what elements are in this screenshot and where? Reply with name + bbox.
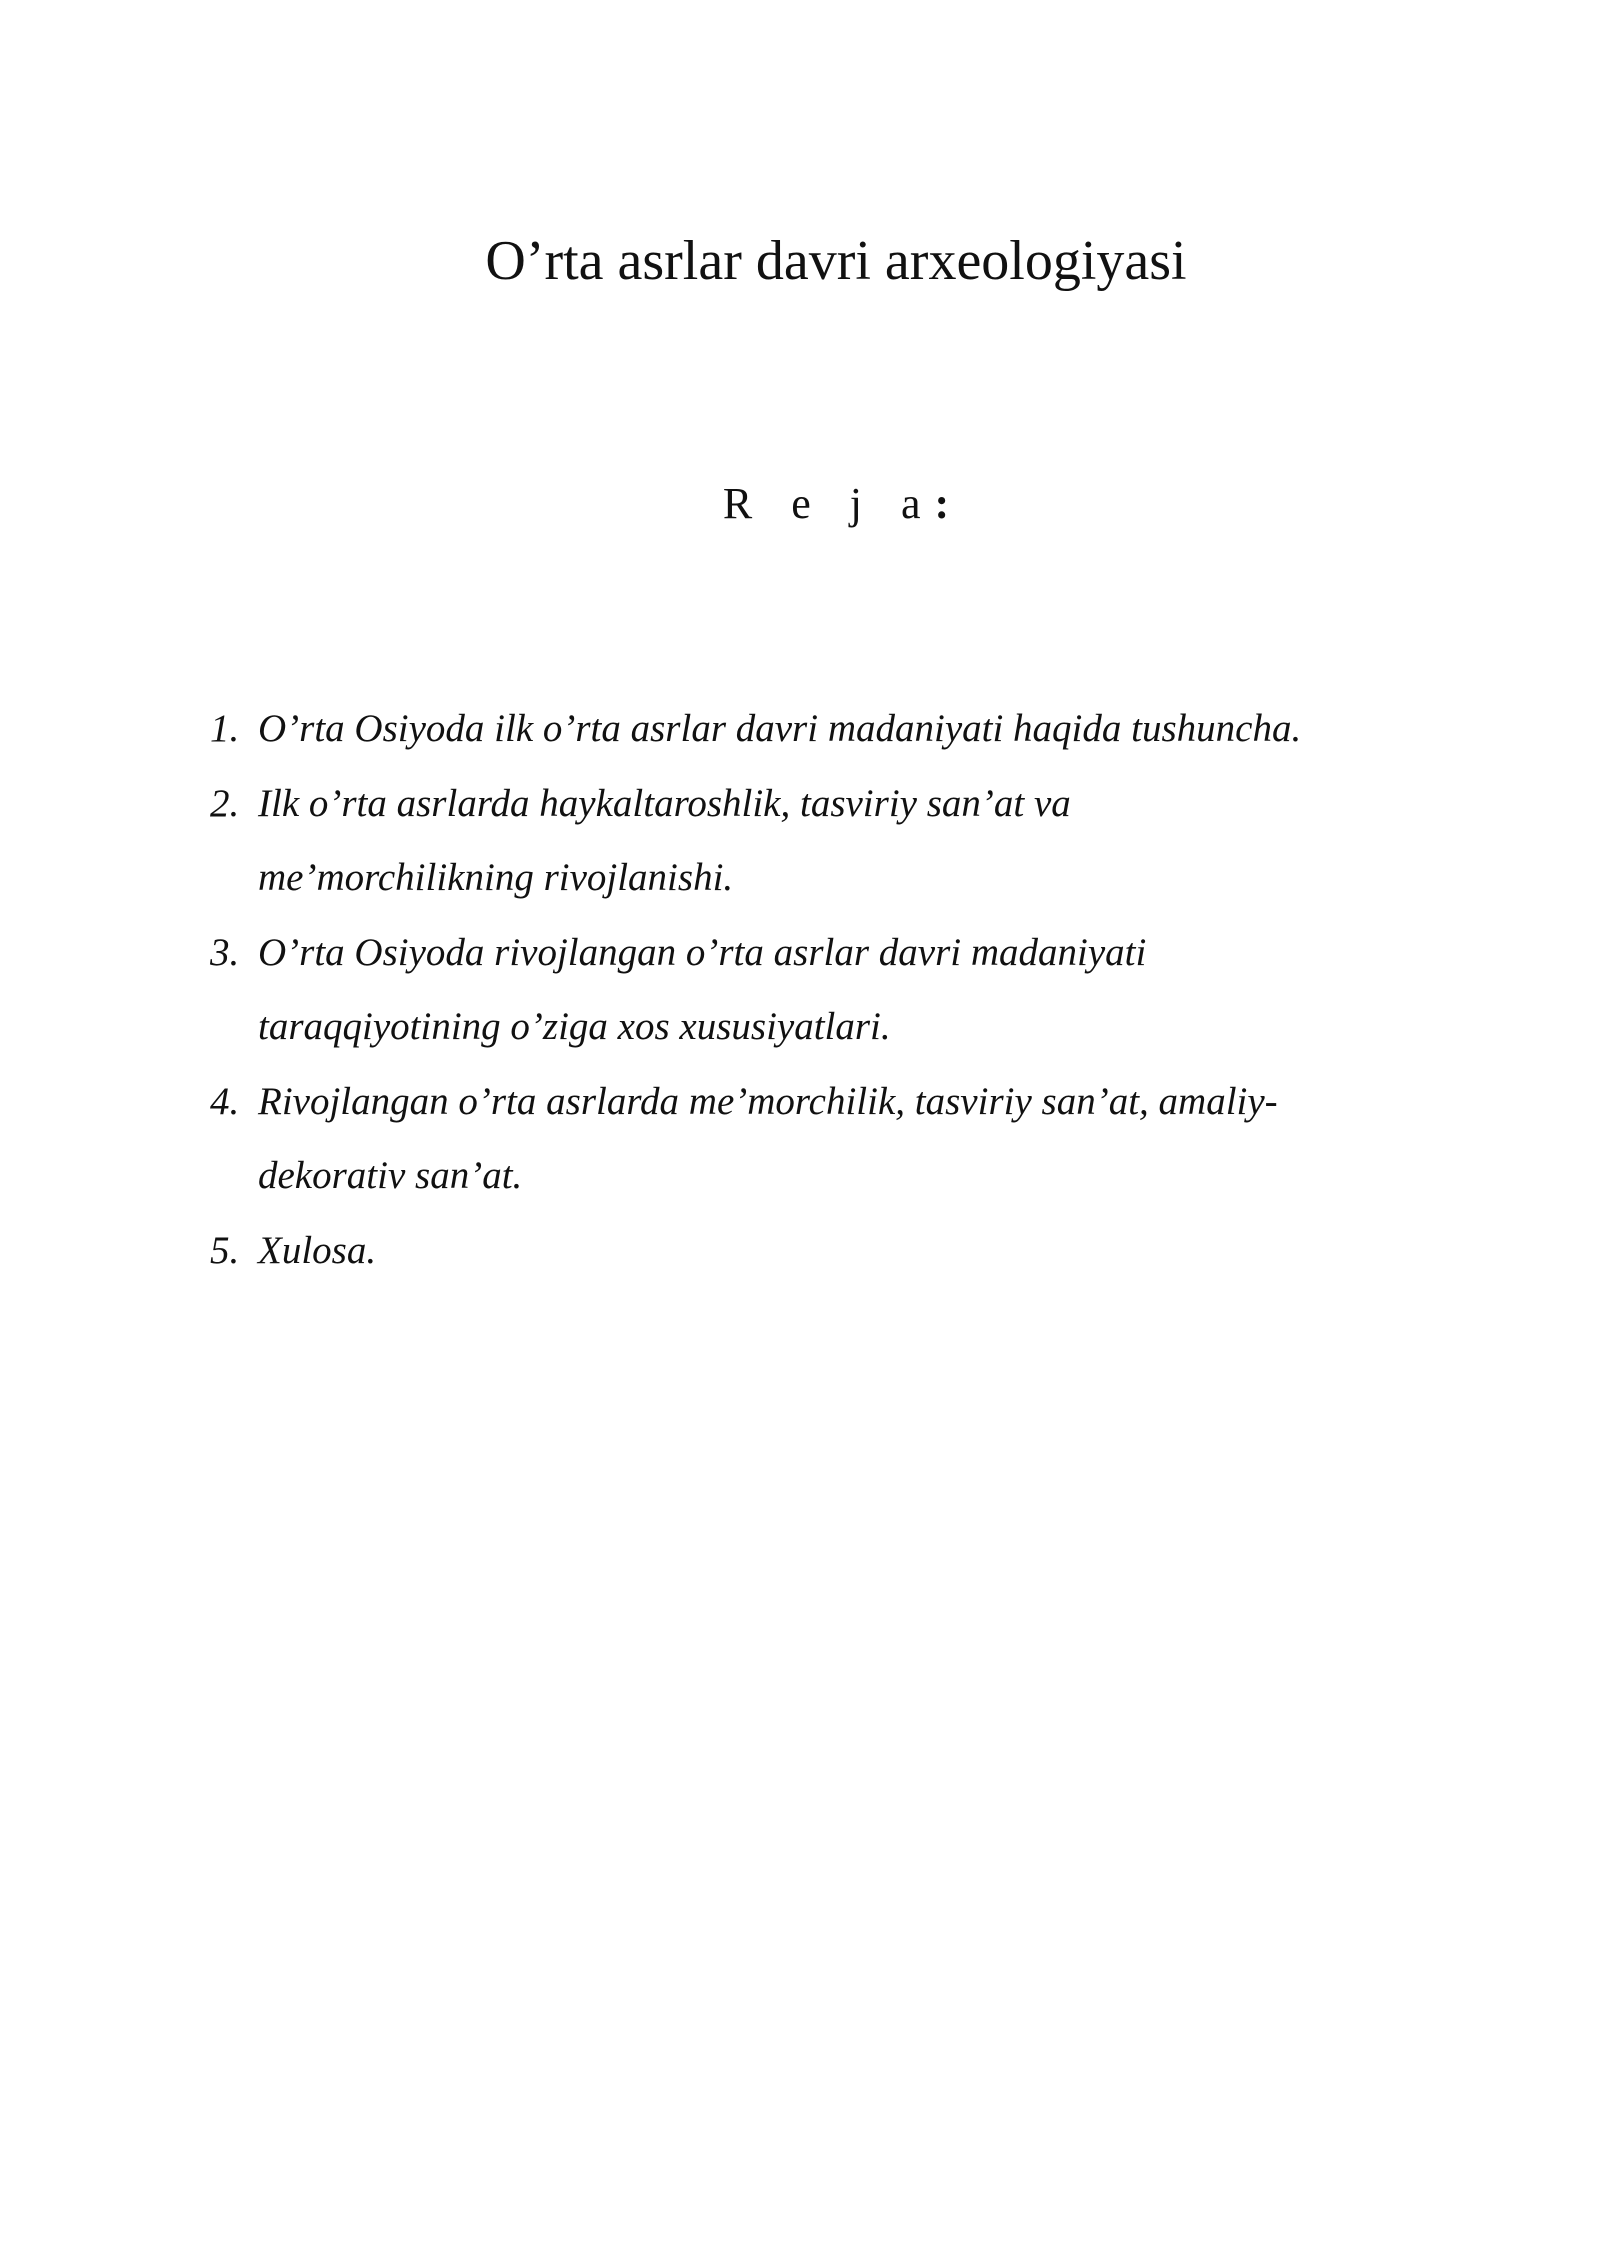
plan-list bbox=[210, 692, 1440, 1288]
plan-item-line: O’rta Osiyoda rivojlangan o’rta asrlar davri madaniyati bbox=[258, 930, 1147, 974]
plan-item-line: me’morchilikning rivojlanishi. bbox=[258, 856, 734, 899]
plan-item-number: 3. bbox=[210, 930, 240, 974]
plan-item-line: taraqqiyotining o’ziga xos xususiyatlari. bbox=[258, 1005, 891, 1048]
plan-item-number: 2. bbox=[210, 781, 240, 825]
plan-item-line: Ilk o’rta asrlarda haykaltaroshlik, tasviriy san’at va bbox=[258, 781, 1071, 825]
plan-item-2 bbox=[210, 767, 1440, 916]
plan-heading-text: R e j a bbox=[722, 479, 935, 528]
plan-item-5 bbox=[210, 1214, 1440, 1289]
plan-item-line: O’rta Osiyoda ilk o’rta asrlar davri madaniyati haqida tushuncha. bbox=[258, 707, 1302, 750]
plan-item-number: 1. bbox=[210, 707, 240, 750]
plan-item-1 bbox=[210, 692, 1440, 767]
plan-item-number: 4. bbox=[210, 1079, 240, 1123]
plan-item-line: dekorativ san’at. bbox=[258, 1154, 523, 1197]
plan-item-3 bbox=[210, 916, 1440, 1065]
document-title: O’rta asrlar davri arxeologiyasi bbox=[485, 230, 1187, 292]
plan-item-number: 5. bbox=[210, 1228, 240, 1272]
plan-item-4 bbox=[210, 1065, 1440, 1214]
plan-item-line: Xulosa. bbox=[258, 1228, 377, 1272]
plan-heading-colon: : bbox=[934, 479, 950, 528]
plan-item-line: Rivojlangan o’rta asrlarda me’morchilik, tasviriy san’at, amaliy- bbox=[258, 1079, 1278, 1123]
plan-heading bbox=[0, 478, 1600, 531]
